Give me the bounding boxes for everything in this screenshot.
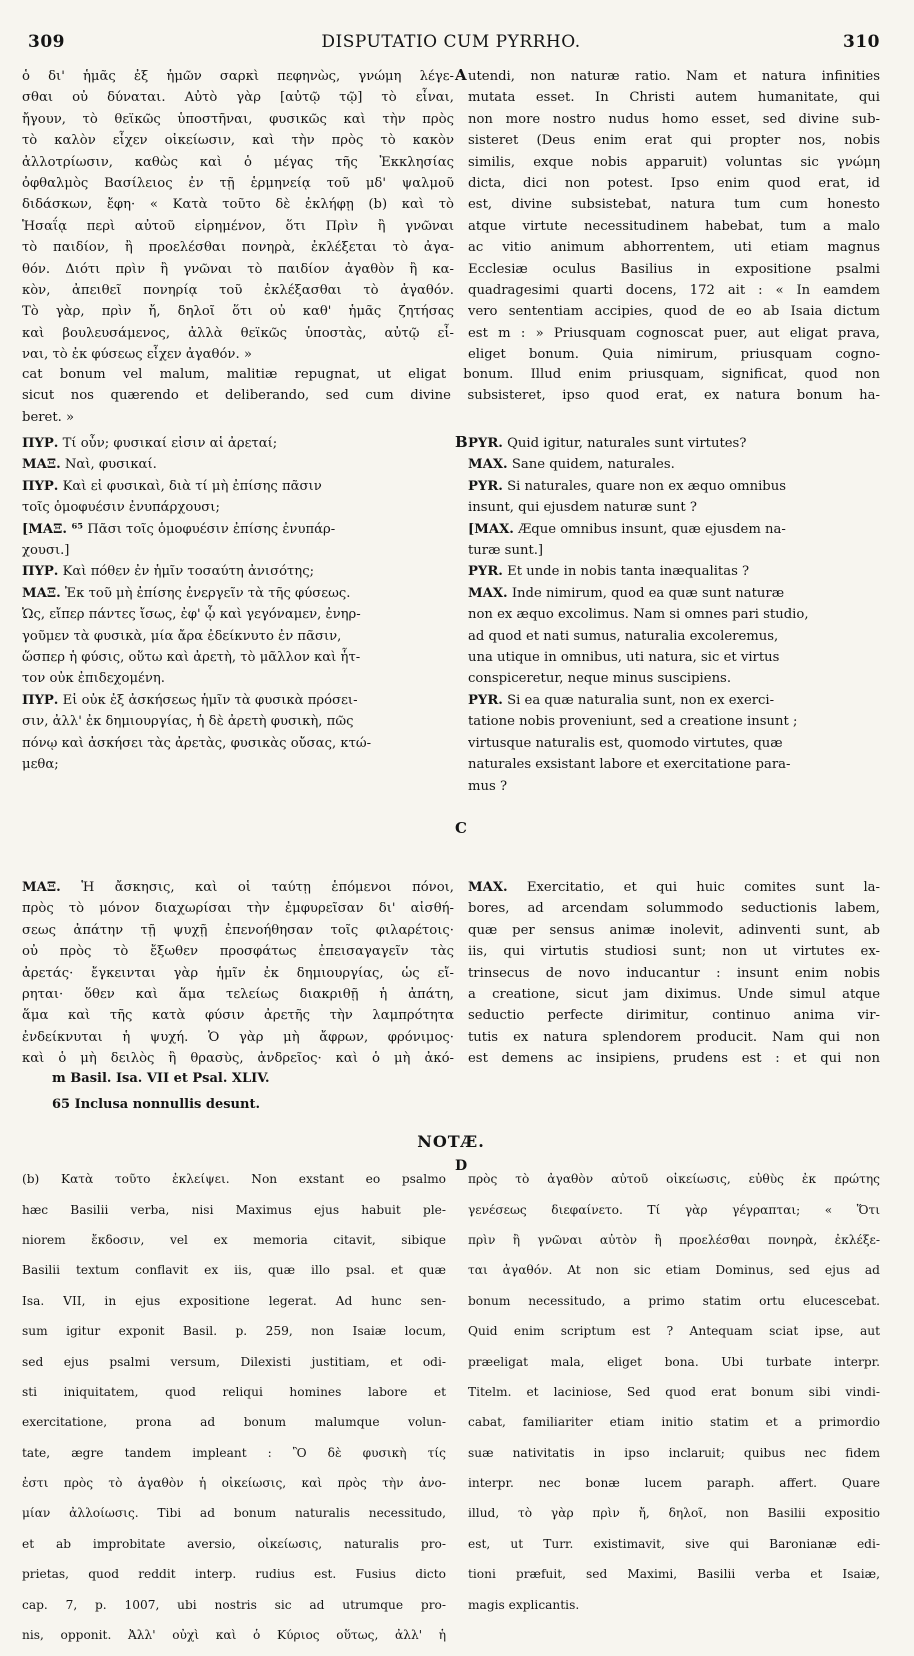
speech-text: πόνῳ καὶ ἀσκήσει τὰς ἀρετὰς, φυσικὰς οὔσας, κτώ- (22, 735, 372, 751)
speech-text: trinsecus de novo inducantur : insunt enim nobis (468, 965, 880, 981)
text-line (468, 540, 880, 561)
speaker-label: PYR. (468, 436, 503, 451)
speech-text: Si naturales, quare non ex æquo omnibus (502, 478, 786, 494)
text-line (22, 497, 454, 518)
notae-right-column (468, 1158, 880, 1626)
speech-text: Τί οὖν; φυσικαί εἰσιν αἱ ἀρεταί; (58, 436, 278, 451)
speech-text: ρηται· ὅθεν καὶ ἅμα τελείως διακριθῇ ἡ ἀπάτη, (22, 987, 454, 1003)
greek-column-block-3 (22, 877, 454, 1070)
speech-text: Εἰ οὐκ ἐξ ἀσκήσεως ἡμῖν τὰ φυσικὰ πρόσει- (58, 692, 358, 708)
speech-text: quæ per sensus animæ inolevit, adinventi sunt, ab (468, 922, 880, 938)
speech-text: virtusque naturalis est, quomodo virtutes, quæ (468, 735, 783, 751)
running-title: DISPUTATIO CUM PYRRHO. (321, 32, 581, 52)
text-line (22, 454, 454, 475)
text-line: πρὶν ἢ γνῶναι αὐτὸν ἢ προελέσθαι πονηρὰ, ἐκλέξε- (468, 1232, 880, 1247)
speaker-label: ΜΑΞ. (22, 457, 61, 473)
text-line (468, 497, 880, 518)
text-line: sum igitur exponit Basil. p. 259, non Isaiæ locum, (22, 1324, 446, 1339)
text-line (468, 776, 880, 797)
speech-text: Ὡς, εἴπερ πάντες ἴσως, ἐφ' ᾧ καὶ γεγόναμεν, ἐνηρ- (22, 607, 361, 623)
text-line: cap. 7, p. 1007, ubi nostris sic ad utrumque pro- (22, 1597, 446, 1612)
speaker-label: ΠΥΡ. (22, 478, 59, 494)
text-line: sti iniquitatem, quod reliqui homines labore et (22, 1384, 446, 1399)
text-line: sicut nos quærendo et deliberando, sed cum divine subsisteret, ipso quod erat, ex natura bonum ha- (22, 388, 880, 404)
text-line: Ecclesiæ oculus Basilius in expositione psalmi (468, 261, 880, 277)
text-line: (b) Κατὰ τοῦτο ἐκλείψει. Non exstant eo psalmo (22, 1172, 446, 1187)
notae-heading: NOTÆ. (417, 1132, 485, 1151)
text-line: atque virtute necessitudinem habebat, tum a malo (468, 218, 880, 234)
text-line: similis, exque nobis apparuit) voluntas sic γνώμη (468, 154, 880, 170)
text-line: μίαν ἀλλοίωσις. Tibi ad bonum naturalis necessitudo, (22, 1506, 446, 1521)
speech-text: Ἡ ἄσκησις, καὶ οἱ ταύτῃ ἑπόμενοι πόνοι, (60, 880, 454, 895)
latin-column-dialogue (468, 433, 880, 797)
full-width-text (22, 364, 880, 428)
speech-text: σεως ἀπάτην τῇ ψυχῇ ἐπενοήθησαν τοῖς φιλαρέτοις· (22, 922, 454, 938)
text-line (468, 920, 880, 941)
text-line: est, divine subsistebat, natura tum cum honesto (468, 197, 880, 213)
text-line: quadragesimi quarti docens, 172 ait : « In eamdem (468, 283, 880, 299)
text-line (468, 519, 880, 540)
speech-text: non ex æquo excolimus. Nam si omnes pari studio, (468, 607, 809, 623)
text-line: διδάσκων, ἔφη· « Κατὰ τοῦτο δὲ ἐκλήφῃ (b) καὶ τὸ (22, 197, 454, 213)
footnote-m: m Basil. Isa. VII et Psal. XLIV. (52, 1071, 270, 1086)
text-line: ἤγουν, τὸ θεϊκῶς ὑποστῆναι, φυσικῶς καὶ τὴν πρὸς (22, 111, 454, 127)
text-line (22, 941, 454, 962)
speech-text: μεθα; (22, 757, 59, 773)
text-line (22, 647, 454, 668)
text-line: exercitatione, prona ad bonum malumque volun- (22, 1415, 446, 1430)
text-line: πρὸς τὸ ἀγαθὸν αὐτοῦ οἰκείωσις, εὐθὺς ἐκ πρώτης (468, 1172, 880, 1187)
speech-text: Quid igitur, naturales sunt virtutes? (502, 436, 747, 451)
text-line: hæc Basilii verba, nisi Maximus ejus habuit ple- (22, 1202, 446, 1217)
speaker-label: [ΜΑΞ. ⁶⁵ (22, 521, 84, 537)
text-line (468, 1027, 880, 1048)
speech-text: ἐνδείκνυται ἡ ψυχή. Ὁ γὰρ μὴ ἄφρων, φρόνιμος· (22, 1029, 454, 1045)
text-line: ac vitio animum abhorrentem, uti etiam magnus (468, 240, 880, 256)
text-line (468, 1048, 880, 1069)
text-line: prietas, quod reddit interp. rudius est. Fusius dicto (22, 1567, 446, 1582)
speech-text: Exercitatio, et qui huic comites sunt la- (507, 880, 880, 895)
text-line: ναι, τὸ ἐκ φύσεως εἶχεν ἀγαθόν. » (22, 347, 252, 363)
speech-text: Si ea quæ naturalia sunt, non ex exerci- (502, 692, 775, 708)
speech-text: Καὶ πόθεν ἐν ἡμῖν τοσαύτη ἀνισότης; (58, 564, 315, 580)
text-line: bonum necessitudo, a primo statim ortu elucescebat. (468, 1293, 880, 1308)
text-line (22, 711, 454, 732)
text-line: non more nostro nudus homo esset, sed divine sub- (468, 111, 880, 127)
speaker-label: PYR. (468, 478, 503, 494)
text-line (22, 519, 454, 540)
text-line: dicta, dici non potest. Ipso enim quod erat, id (468, 176, 880, 192)
text-line: τὸ καλὸν εἶχεν οἰκείωσιν, καὶ τὴν πρὸς τὸ κακὸν (22, 133, 454, 149)
text-line: τὸ παιδίον, ἢ προελέσθαι πονηρὰ, ἐκλέξεται τὸ ἀγα- (22, 240, 454, 256)
text-line (22, 604, 454, 625)
text-line (468, 711, 880, 732)
speech-text: Æque omnibus insunt, quæ ejusdem na- (513, 521, 786, 537)
text-line: σθαι οὐ δύναται. Αὐτὸ γὰρ [αὐτῷ τῷ] τὸ εἶναι, (22, 90, 454, 106)
speech-text: Ἐκ τοῦ μὴ ἐπίσης ἐνεργεῖν τὰ τῆς φύσεως. (60, 585, 351, 601)
text-line (468, 984, 880, 1005)
speaker-label: MAX. (468, 457, 508, 473)
speaker-label: ΠΥΡ. (22, 692, 59, 708)
speech-text: ἅμα καὶ τῆς κατὰ φύσιν ἀρετῆς τὴν λαμπρότητα (22, 1008, 454, 1024)
text-line (22, 733, 454, 754)
text-line (22, 561, 454, 582)
text-line: ἐστι πρὸς τὸ ἀγαθὸν ἡ οἰκείωσις, καὶ πρὸς τὴν ἀνο- (22, 1476, 446, 1491)
text-line (22, 1048, 454, 1069)
text-line: Basilii textum conflavit ex iis, quæ illo psal. et quæ (22, 1263, 446, 1278)
text-line (22, 898, 454, 919)
text-line: Quid enim scriptum est ? Antequam sciat ipse, aut (468, 1324, 880, 1339)
text-line (22, 963, 454, 984)
text-line (468, 754, 880, 775)
speech-text: tutis ex natura splendorem producit. Nam qui non (468, 1029, 880, 1045)
speech-text: mus ? (468, 778, 508, 794)
text-line: et ab improbitate aversio, οἰκείωσις, naturalis pro- (22, 1536, 446, 1551)
text-line: mutata esset. In Christi autem humanitate, qui (468, 90, 880, 106)
text-line (468, 604, 880, 625)
text-line (468, 690, 880, 711)
text-line: niorem ἔκδοσιν, vel ex memoria citavit, sibique (22, 1232, 446, 1247)
latin-column-block-1 (468, 66, 880, 366)
speech-text: conspiceretur, neque minus suscipiens. (468, 671, 732, 687)
text-line (22, 1005, 454, 1026)
speech-text: Πᾶσι τοῖς ὁμοφυέσιν ἐπίσης ἐνυπάρ- (83, 521, 336, 537)
text-line: tate, ægre tandem impleant : Ὃ δὲ φυσικὴ τίς (22, 1445, 446, 1460)
text-line: cabat, familiariter etiam initio statim et a primordio (468, 1415, 880, 1430)
speech-text: Ναὶ, φυσικαί. (60, 457, 157, 473)
text-line: καὶ βουλευσάμενος, ἀλλὰ θεϊκῶς ὑποστὰς, αὐτῷ εἶ- (22, 325, 454, 341)
latin-column-block-3 (468, 877, 880, 1070)
text-line: ἀλλοτρίωσιν, καθὼς καὶ ὁ μέγας τῆς Ἐκκλησίας (22, 154, 454, 170)
speech-text: bores, ad arcendam solummodo seductionis labem, (468, 901, 880, 917)
speaker-label: ΠΥΡ. (22, 564, 59, 580)
text-line: Ἡσαΐᾳ περὶ αὐτοῦ εἰρημένον, ὅτι Πρὶν ἢ γνῶναι (22, 218, 454, 234)
text-line (468, 1005, 880, 1026)
text-line: ται ἀγαθόν. At non sic etiam Dominus, sed ejus ad (468, 1263, 880, 1278)
text-line (22, 1027, 454, 1048)
text-line: interpr. nec bonæ lucem paraph. affert. Quare (468, 1476, 880, 1491)
text-line (22, 690, 454, 711)
text-line: præeligat mala, eliget bona. Ubi turbate interpr. (468, 1354, 880, 1369)
speech-text: τοῖς ὁμοφυέσιν ἐνυπάρχουσι; (22, 500, 220, 516)
text-line (22, 583, 454, 604)
speech-text: τον οὐκ ἐπιδεχομένη. (22, 671, 165, 687)
text-line (468, 647, 880, 668)
text-line (468, 898, 880, 919)
text-line (468, 583, 880, 604)
text-line: θόν. Διότι πρὶν ἢ γνῶναι τὸ παιδίον ἀγαθὸν ἢ κα- (22, 261, 454, 277)
speech-text: est demens ac insipiens, prudens est : et qui non (468, 1051, 880, 1067)
text-line: vero sententiam accipies, quod de eo ab Isaia dictum (468, 304, 880, 320)
text-line: est m : » Priusquam cognoscat puer, aut eligat prava, (468, 325, 880, 341)
text-line (468, 733, 880, 754)
text-line (22, 984, 454, 1005)
text-line: utendi, non naturæ ratio. Nam et natura infinities (468, 69, 880, 84)
section-marker-d: D (455, 1158, 468, 1174)
speech-text: turæ sunt.] (468, 543, 544, 559)
speech-text: γοῦμεν τὰ φυσικὰ, μία ἄρα ἐδείκνυτο ἐν πᾶσιν, (22, 628, 342, 644)
text-line (468, 626, 880, 647)
speech-text: Et unde in nobis tanta inæqualitas ? (502, 564, 750, 580)
text-line: κὸν, ἀπειθεῖ πονηρίᾳ τοῦ ἐκλέξασθαι τὸ ἀγαθόν. (22, 283, 454, 299)
text-line: Titelm. et laciniose, Sed quod erat bonum sibi vindi- (468, 1384, 880, 1399)
text-line: cat bonum vel malum, malitiæ repugnat, ut eligat bonum. Illud enim priusquam, significat, quod non (22, 367, 880, 382)
text-line (468, 877, 880, 898)
speech-text: tatione nobis proveniunt, sed a creatione insunt ; (468, 714, 798, 730)
text-line: tioni præfuit, sed Maximi, Basilii verba et Isaiæ, (468, 1567, 880, 1582)
text-line (468, 476, 880, 497)
text-line: sisteret (Deus enim erat qui propter nos, nobis (468, 133, 880, 149)
speaker-label: MAX. (468, 880, 508, 895)
text-line: Τὸ γὰρ, πρὶν ἤ, δηλοῖ ὅτι οὐ καθ' ἡμᾶς ζητήσας (22, 304, 454, 320)
text-line (22, 920, 454, 941)
speaker-label: ΠΥΡ. (22, 436, 59, 451)
speaker-label: ΜΑΞ. (22, 585, 61, 601)
text-line (22, 877, 454, 898)
speech-text: Inde nimirum, quod ea quæ sunt naturæ (507, 585, 785, 601)
page-header (22, 18, 880, 52)
speech-text: ἀρετάς· ἔγκεινται γὰρ ἡμῖν ἐκ δημιουργίας, ὡς εἴ- (22, 965, 454, 981)
document-page (22, 18, 890, 1643)
section-marker-b: B (455, 433, 468, 451)
text-line (468, 668, 880, 689)
speaker-label: PYR. (468, 692, 503, 708)
text-line (22, 668, 454, 689)
text-line (22, 626, 454, 647)
greek-column-block-1 (22, 66, 454, 366)
speaker-label: ΜΑΞ. (22, 880, 61, 895)
speech-text: καὶ ὁ μὴ δειλὸς ἢ θρασὺς, ἀνδρεῖος· καὶ ὁ μὴ ἀκό- (22, 1051, 454, 1067)
text-line (468, 941, 880, 962)
speech-text: πρὸς τὸ μόνον διαχωρίσαι τὴν ἐμφυρεῖσαν δι' αἰσθή- (22, 901, 454, 917)
text-line (22, 476, 454, 497)
text-line (22, 754, 454, 775)
speech-text: una utique in omnibus, uti natura, sic et virtus (468, 650, 780, 666)
section-marker-c: C (455, 819, 467, 837)
text-line (22, 433, 454, 454)
speech-text: ὥσπερ ἡ φύσις, οὕτω καὶ ἀρετὴ, τὸ μᾶλλον καὶ ἧτ- (22, 650, 361, 666)
speech-text: Καὶ εἰ φυσικαὶ, διὰ τί μὴ ἐπίσης πᾶσιν (58, 478, 322, 494)
text-line: ὁ δι' ἡμᾶς ἐξ ἡμῶν σαρκὶ πεφηνὼς, γνώμη λέγε- (22, 69, 454, 84)
text-line: illud, τὸ γὰρ πρὶν ἤ, δηλοῖ, non Basilii expositio (468, 1506, 880, 1521)
speech-text: insunt, qui ejusdem naturæ sunt ? (468, 500, 697, 516)
speaker-label: PYR. (468, 564, 503, 580)
speech-text: naturales exsistant labore et exercitatione para- (468, 757, 791, 773)
footnote-65: 65 Inclusa nonnullis desunt. (52, 1097, 260, 1112)
speech-text: iis, qui virtutis studiosi sunt; non ut virtutes ex- (468, 944, 880, 960)
text-line: sed ejus psalmi versum, Dilexisti justitiam, et odi- (22, 1354, 446, 1369)
text-line (468, 561, 880, 582)
text-line: γενέσεως διεφαίνετο. Τί γὰρ γέγραπται; « Ὅτι (468, 1202, 880, 1217)
page-number-right: 310 (843, 32, 880, 52)
speech-text: Sane quidem, naturales. (507, 457, 675, 473)
page-number-left: 309 (28, 32, 65, 52)
text-line: Isa. VII, in ejus expositione legerat. Ad hunc sen- (22, 1293, 446, 1308)
speaker-label: [MAX. (468, 521, 514, 537)
speech-text: χουσι.] (22, 543, 70, 559)
speech-text: a creatione, sicut jam diximus. Unde simul atque (468, 987, 880, 1003)
text-line (468, 454, 880, 475)
text-line: suæ nativitatis in ipso inclaruit; quibus nec fidem (468, 1445, 880, 1460)
greek-column-dialogue (22, 433, 454, 776)
text-line (468, 963, 880, 984)
speech-text: ad quod et nati sumus, naturalia excoleremus, (468, 628, 779, 644)
text-line: eliget bonum. Quia nimirum, priusquam cogno- (468, 347, 880, 363)
text-line: beret. » (22, 409, 75, 425)
section-marker-a: A (455, 66, 467, 84)
speech-text: οὐ πρὸς τὸ ἔξωθεν προσφάτως ἐπεισαγαγεῖν τὰς (22, 944, 454, 960)
text-line: est, ut Turr. existimavit, sive qui Baronianæ edi- (468, 1536, 880, 1551)
notae-left-column (22, 1158, 446, 1656)
text-line: nis, opponit. Ἀλλ' οὐχὶ καὶ ὁ Κύριος οὕτως, ἀλλ' ἡ (22, 1628, 446, 1643)
speech-text: seductio perfecte dirimitur, continuo anima vir- (468, 1008, 880, 1024)
text-line (468, 433, 880, 454)
speaker-label: MAX. (468, 585, 508, 601)
text-line: magis explicantis. (468, 1597, 580, 1612)
text-line (22, 540, 454, 561)
speech-text: σιν, ἀλλ' ἐκ δημιουργίας, ἡ δὲ ἀρετὴ φυσικὴ, πῶς (22, 714, 354, 730)
text-line: ὀφθαλμὸς Βασίλειος ἐν τῇ ἑρμηνείᾳ τοῦ μδ' ψαλμοῦ (22, 176, 454, 192)
